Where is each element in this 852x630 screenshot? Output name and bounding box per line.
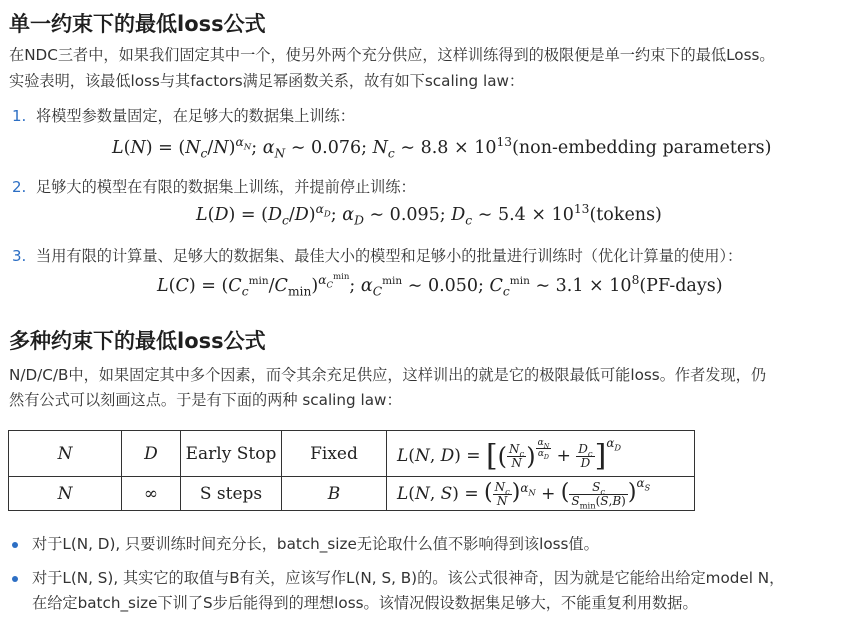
table-row — [9, 431, 695, 477]
table-cell: B — [282, 477, 387, 511]
list-number-2: 2. — [12, 178, 27, 196]
section1-intro-line1: 在NDC三者中，如果我们固定其中一个，使另外两个充分供应，这样训练得到的极限便是单一约束下的最低Loss。 — [9, 46, 775, 64]
table-cell: D — [122, 431, 181, 477]
table-cell: ∞ — [122, 477, 181, 511]
table-cell: Fixed — [282, 431, 387, 477]
section2-intro-line2: 然有公式可以刻画这点。于是有下面的两种 scaling law： — [9, 391, 402, 409]
bullet-1-text: 对于L(N, D), 只要训练时间充分长，batch_size无论取什么值不影响得到该loss值。 — [32, 535, 599, 553]
table-cell: Early Stop — [181, 431, 282, 477]
formula-loss-d: $L(D) = (D_c/D)^{\alpha_D}$; $\alpha_D$ ∼ 0.095; $D_c$ ∼ $5.4 \times 10^{13}(tokens)$ — [196, 202, 662, 228]
table-row — [9, 477, 695, 511]
bullet-2-text-line2: 在给定batch_size下训了S步后能得到的理想loss。该情况假设数据集足够大，不能重复利用数据。 — [32, 594, 698, 612]
list-item-2-text: 足够大的模型在有限的数据集上训练，并提前停止训练： — [36, 178, 416, 196]
list-item-1-text: 将模型参数量固定，在足够大的数据集上训练： — [36, 107, 355, 125]
formula-loss-ns: L(N, S) = ( $\frac{N_c}{N}$ )$^{\alpha_N}$ + ( $\frac{S_c}{S_{min}(S,B)}$ )$^{\alpha_S}$ — [387, 477, 695, 511]
bullet-dot-icon — [12, 576, 18, 582]
section2-intro-line1: N/D/C/B中，如果固定其中多个因素，而令其余充足供应，这样训出的就是它的极限最低可能loss。作者发现，仍 — [9, 366, 767, 384]
list-number-1: 1. — [12, 107, 27, 125]
bullet-dot-icon — [12, 542, 18, 548]
table-cell: S steps — [181, 477, 282, 511]
formula-loss-n: $L(N) = (N_c/N)^{\alpha_N}$; $\alpha_N$ ∼ 0.076; $N_c$ ∼ $8.8 \times 10^{13}(non$-embedding parameters) — [112, 135, 772, 161]
section2-title: 多种约束下的最低loss公式 — [9, 329, 266, 353]
formula-loss-c: $L(C) = (C_c^{min}/C_{min})^{\alpha_C^{min}}$; $\alpha_C^{min}$ ∼ 0.050; $C_c^{min}$ ∼ $3.1 \times 10^8(PF-days)$ — [157, 272, 723, 299]
section1-intro-line2: 实验表明，该最低loss与其factors满足幂函数关系，故有如下scaling law： — [9, 72, 525, 90]
table-cell: N — [9, 431, 122, 477]
formula-loss-nd: L(N, D) = [( $\frac{N_c}{N}$ ) $^{\frac{\alpha_N}{\alpha_D}}$ + $\frac{D_c}{D}$ ]$^{\alpha_D}$ — [387, 431, 695, 477]
list-item-3-text: 当用有限的计算量、足够大的数据集、最佳大小的模型和足够小的批量进行训练时（优化计算量的使用）： — [36, 247, 743, 265]
table-cell: N — [9, 477, 122, 511]
scaling-law-table — [8, 430, 695, 511]
bullet-2-text-line1: 对于L(N, S), 其实它的取值与B有关，应该写作L(N, S, B)的。该公式很神奇，因为就是它能给出给定model N， — [32, 569, 785, 587]
list-number-3: 3. — [12, 247, 27, 265]
section1-title: 单一约束下的最低loss公式 — [9, 12, 266, 36]
